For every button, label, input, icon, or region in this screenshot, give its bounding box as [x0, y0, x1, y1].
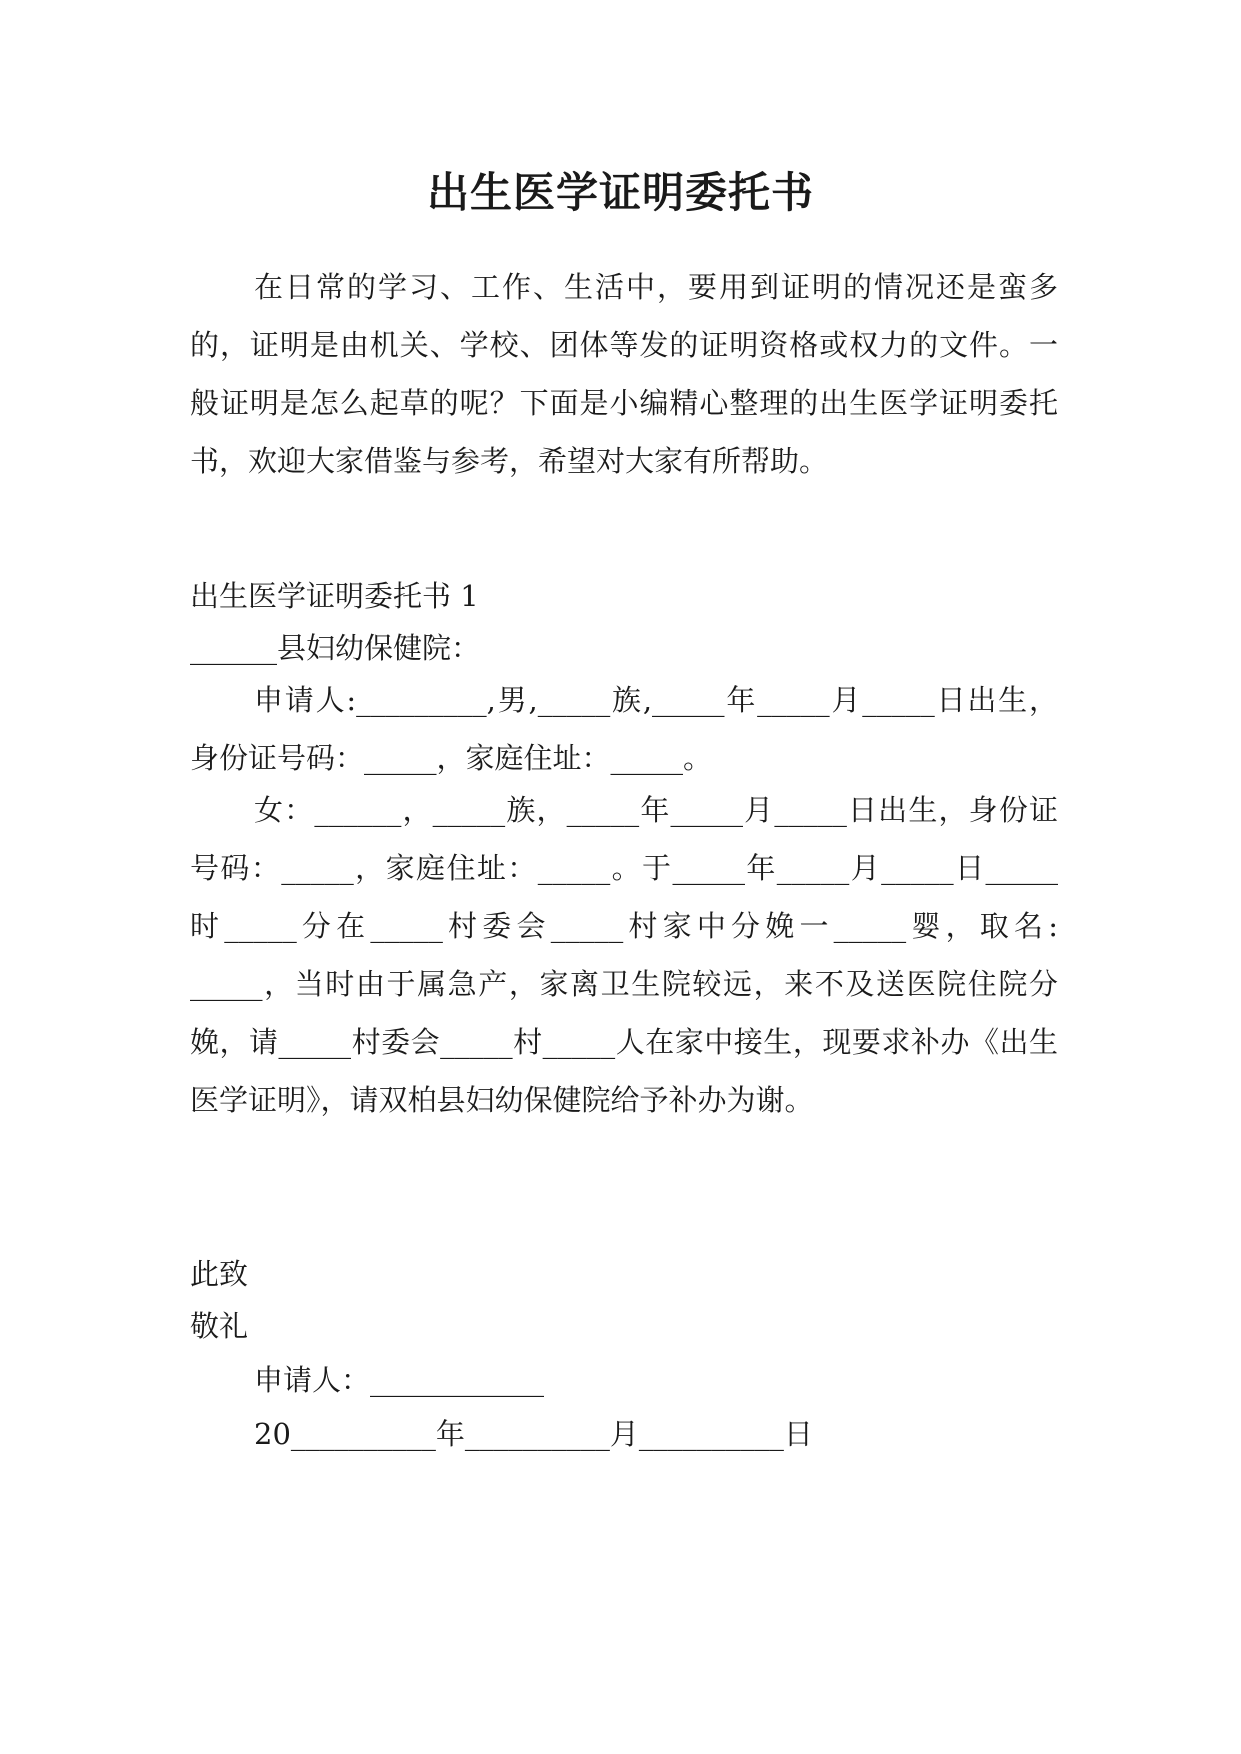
date-line: 20__________年__________月__________日	[254, 1417, 813, 1451]
applicant-paragraph: 申请人:_________,男,_____族,_____年_____月_____日出生，身份证号码：_____，家庭住址：_____。	[190, 683, 1058, 775]
section-heading: 出生医学证明委托书 1	[190, 579, 479, 613]
closing-jingli: 敬礼	[190, 1309, 249, 1343]
closing-cizhi: 此致	[190, 1257, 249, 1291]
female-paragraph: 女：______，_____族，_____年_____月_____日出生，身份证号码：_____，家庭住址：_____。于_____年_____月_____日_____时_____分在_____村委会_____村家中分娩一_____婴，取名: _____，当时由于属急产，家离卫生院较远，来不及送医院住院分娩，请_____村委会_____村_____人在家中接生，现要求补办《出生医学证明》，请双柏县妇幼保健院给予补办为谢。	[190, 793, 1058, 1117]
document-title: 出生医学证明委托书	[426, 168, 814, 217]
addressee-line: ______县妇幼保健院：	[190, 631, 481, 665]
intro-paragraph: 在日常的学习、工作、生活中，要用到证明的情况还是蛮多的，证明是由机关、学校、团体等发的证明资格或权力的文件。一般证明是怎么起草的呢？下面是小编精心整理的出生医学证明委托书，欢迎大家借鉴与参考，希望对大家有所帮助。	[190, 270, 1058, 478]
signature-line: 申请人：____________	[254, 1363, 545, 1397]
